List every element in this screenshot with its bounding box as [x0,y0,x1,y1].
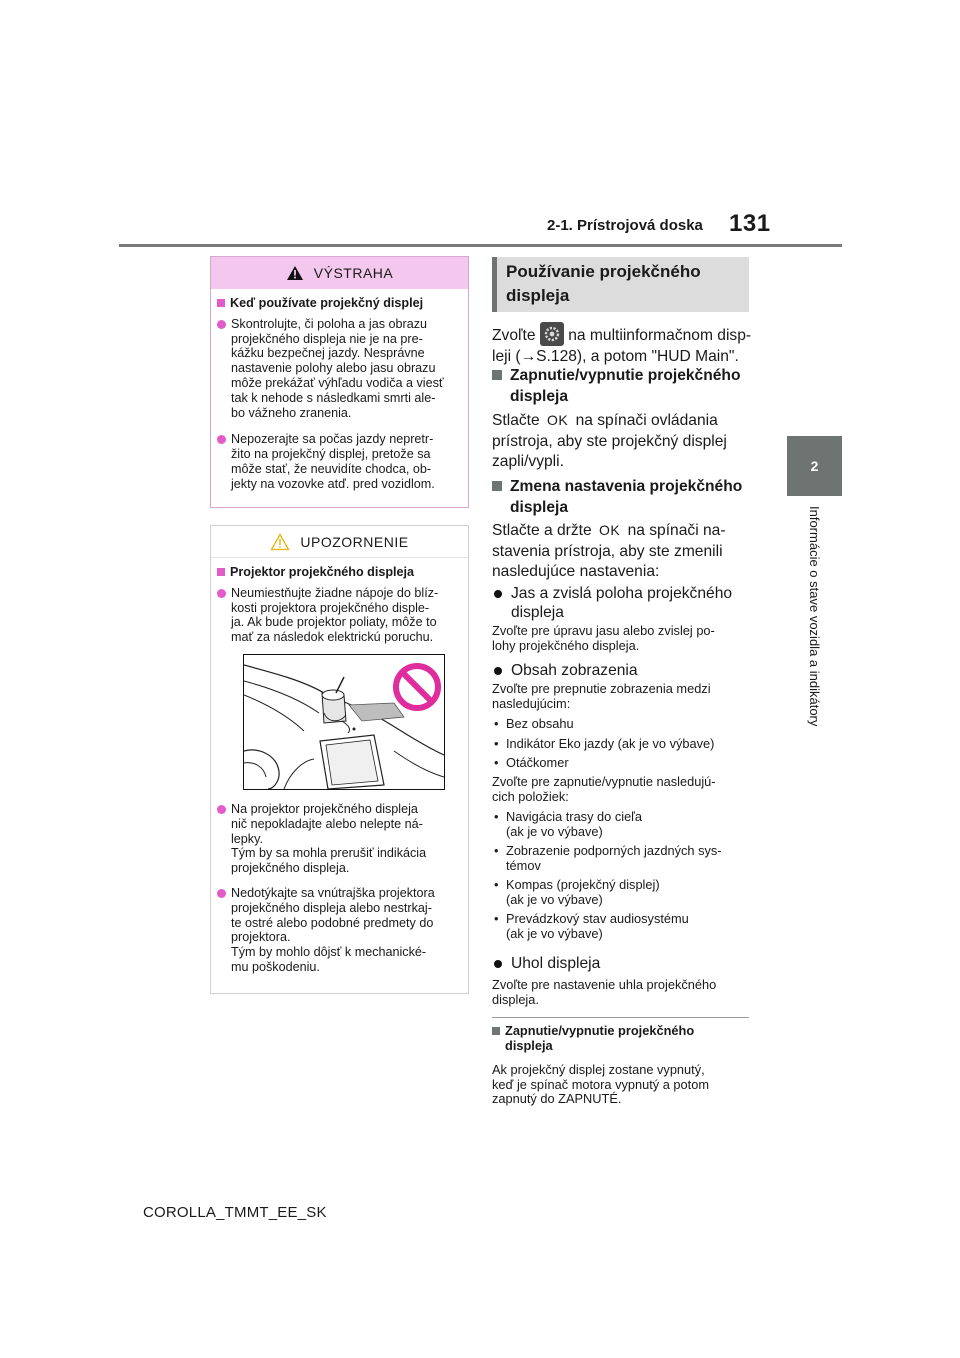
square-bullet-icon [217,568,225,576]
warning-item [217,317,462,421]
setting-content [492,661,754,680]
intro-paragraph [492,322,754,367]
list-item-text: Navigácia trasy do cieľa (ak je vo výbave) [506,809,643,839]
caution-item-text: Nedotýkajte sa vnútrajška projektora projekčného displeja alebo nestrkaj- te ostré alebo podobné predmety do projektora. Tým by mohlo dôjsť k mechanické- mu poškodeniu. [231,885,435,974]
section-title: 2-1. Prístrojová doska [547,217,703,234]
list-item-text: Kompas (projekčný displej) (ak je vo výbave) [506,877,660,907]
toggle-paragraph [492,410,754,473]
setting-brightness-desc: Zvoľte pre úpravu jasu alebo zvislej po- lohy projekčného displeja. [492,623,715,653]
list-marker: • [494,735,499,751]
settings-text-end: na spínači na- stavenia prístroja, aby ste zmenili nasledujúce nastavenia: [492,522,726,580]
toggle-text-start: Stlačte [492,412,545,429]
list-marker: • [494,755,499,770]
round-bullet-icon [494,590,502,598]
warning-item-text: Skontrolujte, či poloha a jas obrazu projekčného displeja nie je na pre- kážku bezpečnej jazdy. Nesprávne nastavenie polohy alebo jasu obrazu môže prekážať výhľadu vodiča a viesť tak k nehode s následkami smrti ale- bo vážneho zranenia. [231,316,444,420]
list-item [492,737,754,752]
list-item [492,844,754,873]
dashboard-drink-drawing [244,655,444,789]
section-heading: Používanie projekčného displeja [492,257,749,312]
square-bullet-icon [492,370,502,380]
caution-item [217,802,462,876]
content-options-list [492,717,754,771]
list-item-text: Zobrazenie podporných jazdných sys- témov [506,843,722,873]
document-code: COROLLA_TMMT_EE_SK [143,1204,327,1221]
intro-text-start: Zvoľte [492,327,540,344]
round-bullet-icon [494,960,502,968]
projector-drink-illustration [243,654,445,790]
caution-item-text: Neumiestňujte žiadne nápoje do blíz- kosti projektora projekčného disple- ja. Ak bude projektor poliaty, môže to mať za následok elektrickú poruchu. [231,585,439,645]
list-item-text: Otáčkomer [506,755,569,770]
list-item [492,912,754,941]
round-bullet-icon [217,805,226,814]
subheading-settings-text: Zmena nastavenia projekčného displeja [510,478,743,516]
subheading-settings [492,476,754,518]
chapter-number: 2 [810,458,819,474]
list-marker: • [494,716,499,731]
caution-triangle-icon [270,533,290,551]
caution-title: UPOZORNENIE [300,533,409,550]
square-bullet-icon [217,299,225,307]
setting-brightness-text: Jas a zvislá poloha projekčného displeja [511,585,733,621]
chapter-tab [787,436,842,496]
caution-heading-text: Projektor projekčného displeja [230,565,415,579]
chapter-title-vertical: Informácie o stave vozidla a indikátory [807,506,822,727]
setting-content-desc2: Zvoľte pre zapnutie/vypnutie nasledujú- cich položiek: [492,774,716,804]
setting-angle-desc: Zvoľte pre nastavenie uhla projekčného displeja. [492,977,717,1007]
page-number: 131 [729,210,771,237]
subheading-toggle [492,365,754,407]
ok-button-label: OK [599,522,621,538]
warning-item [217,432,462,491]
caution-item-text: Na projektor projekčného displeja nič nepokladajte alebo nelepte ná- lepky. Tým by sa mohla prerušiť indikácia projekčného displeja. [231,801,427,876]
list-item-text: Prevádzkový stav audiosystému (ak je vo výbave) [506,911,689,941]
round-bullet-icon [217,889,226,898]
list-item [492,878,754,907]
toggle-text-end: na spínači ovládania prístroja, aby ste projekčný displej zapli/vypli. [492,412,727,470]
warning-title: VÝSTRAHA [313,265,394,281]
list-marker: • [494,809,499,824]
settings-text-start: Stlačte a držte [492,522,597,539]
caution-item [217,586,462,645]
setting-brightness [492,584,754,622]
caution-box [210,525,469,994]
settings-gear-icon [540,322,564,346]
square-bullet-icon [492,1027,500,1035]
warning-box [210,256,469,508]
note-heading-text: Zapnutie/vypnutie projekčného displeja [505,1023,695,1053]
note-heading [492,1024,754,1053]
warning-item-text: Nepozerajte sa počas jazdy nepretr- žito na projekčný displej, pretože sa môže stať, že neuvidíte chodca, ob- jekty na vozovke atď. pred vozidlom. [231,432,435,491]
header-rule [119,244,842,247]
note-text: Ak projekčný displej zostane vypnutý, keď je spínač motora vypnutý a potom zapnutý do ZAPNUTÉ. [492,1062,709,1106]
list-item [492,756,754,771]
warning-heading [217,296,462,311]
warning-triangle-icon [286,265,304,281]
setting-angle [492,954,754,973]
round-bullet-icon [494,667,502,675]
setting-angle-text: Uhol displeja [511,955,601,972]
square-bullet-icon [492,481,502,491]
setting-content-desc: Zvoľte pre prepnutie zobrazenia medzi nasledujúcim: [492,681,711,711]
round-bullet-icon [217,435,226,444]
caution-header [211,526,468,558]
list-item-text: Bez obsahu [506,716,574,731]
caution-heading [217,565,462,580]
ok-button-label: OK [547,412,569,428]
subheading-toggle-text: Zapnutie/vypnutie projekčného displeja [510,367,741,405]
warning-heading-text: Keď používate projekčný displej [230,296,424,310]
settings-paragraph [492,520,754,583]
list-item-text: Indikátor Eko jazdy (ak je vo výbave) [506,735,715,751]
warning-header [211,257,468,289]
round-bullet-icon [217,589,226,598]
intro-text-end: na multiinformačnom disp- leji (→S.128), a potom "HUD Main". [492,327,752,365]
note-divider [492,1017,749,1018]
round-bullet-icon [217,320,226,329]
caution-item [217,886,462,975]
list-marker: • [494,843,499,858]
list-marker: • [494,877,499,892]
setting-content-text: Obsah zobrazenia [511,662,638,679]
list-item [492,717,754,732]
list-item [492,810,754,839]
content-toggles-list [492,810,754,941]
list-marker: • [494,911,499,926]
